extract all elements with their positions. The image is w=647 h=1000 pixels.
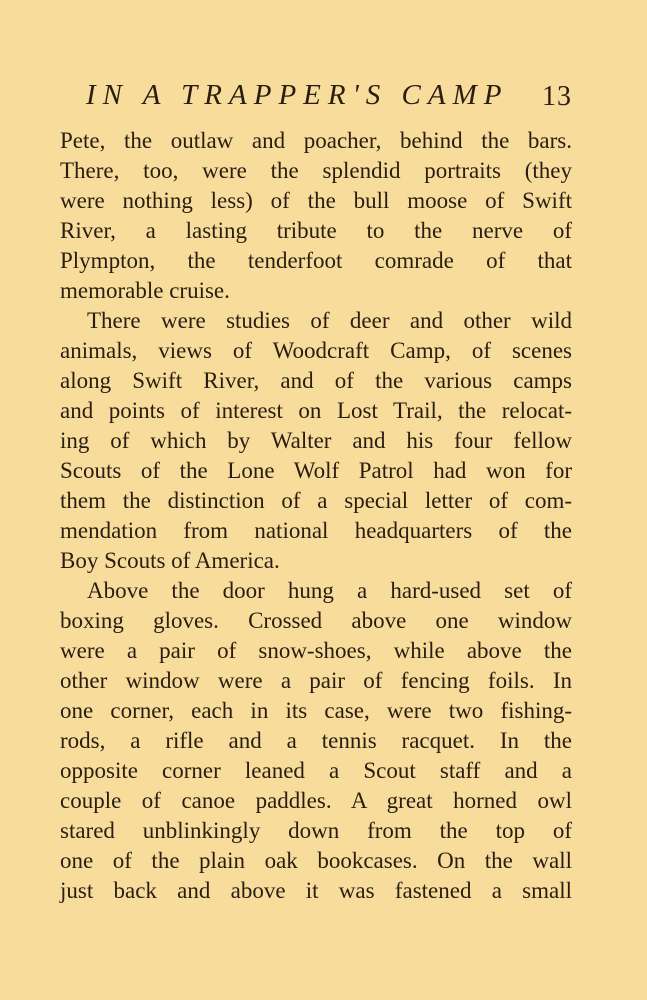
text-line: mendation from national headquarters of the: [60, 518, 572, 543]
text-line: There were studies of deer and other wild: [87, 308, 572, 333]
text-line: opposite corner leaned a Scout staff and a: [60, 758, 572, 783]
text-line: There, too, were the splendid portraits (they: [60, 158, 572, 183]
page-number: 13: [542, 81, 572, 112]
text-line: memorable cruise.: [60, 278, 230, 303]
text-line: Boy Scouts of America.: [60, 548, 280, 573]
text-line: Scouts of the Lone Wolf Patrol had won for: [60, 458, 572, 483]
text-line: were nothing less) of the bull moose of Swift: [60, 188, 572, 213]
text-line: rods, a rifle and a tennis racquet. In the: [60, 728, 572, 753]
text-line: Plympton, the tenderfoot comrade of that: [60, 248, 572, 273]
text-line: one corner, each in its case, were two fishing-: [60, 698, 572, 723]
text-line: ing of which by Walter and his four fellow: [60, 428, 572, 453]
text-line: couple of canoe paddles. A great horned owl: [60, 788, 572, 813]
text-line: one of the plain oak bookcases. On the wall: [60, 848, 572, 873]
body-text: [60, 126, 572, 906]
text-line: just back and above it was fastened a small: [60, 878, 572, 903]
text-line: boxing gloves. Crossed above one window: [60, 608, 572, 633]
text-line: them the distinction of a special letter of com-: [60, 488, 572, 513]
text-line: and points of interest on Lost Trail, the relocat-: [60, 398, 572, 423]
text-line: stared unblinkingly down from the top of: [60, 818, 572, 843]
text-line: animals, views of Woodcraft Camp, of scenes: [60, 338, 572, 363]
text-line: along Swift River, and of the various camps: [60, 368, 572, 393]
running-title: IN A TRAPPER'S CAMP: [86, 79, 509, 111]
text-line: other window were a pair of fencing foils. In: [60, 668, 572, 693]
text-line: River, a lasting tribute to the nerve of: [60, 218, 572, 243]
text-line: Above the door hung a hard-used set of: [87, 578, 572, 603]
running-head: [60, 78, 572, 114]
text-line: were a pair of snow-shoes, while above the: [60, 638, 572, 663]
text-line: Pete, the outlaw and poacher, behind the bars.: [60, 128, 572, 153]
